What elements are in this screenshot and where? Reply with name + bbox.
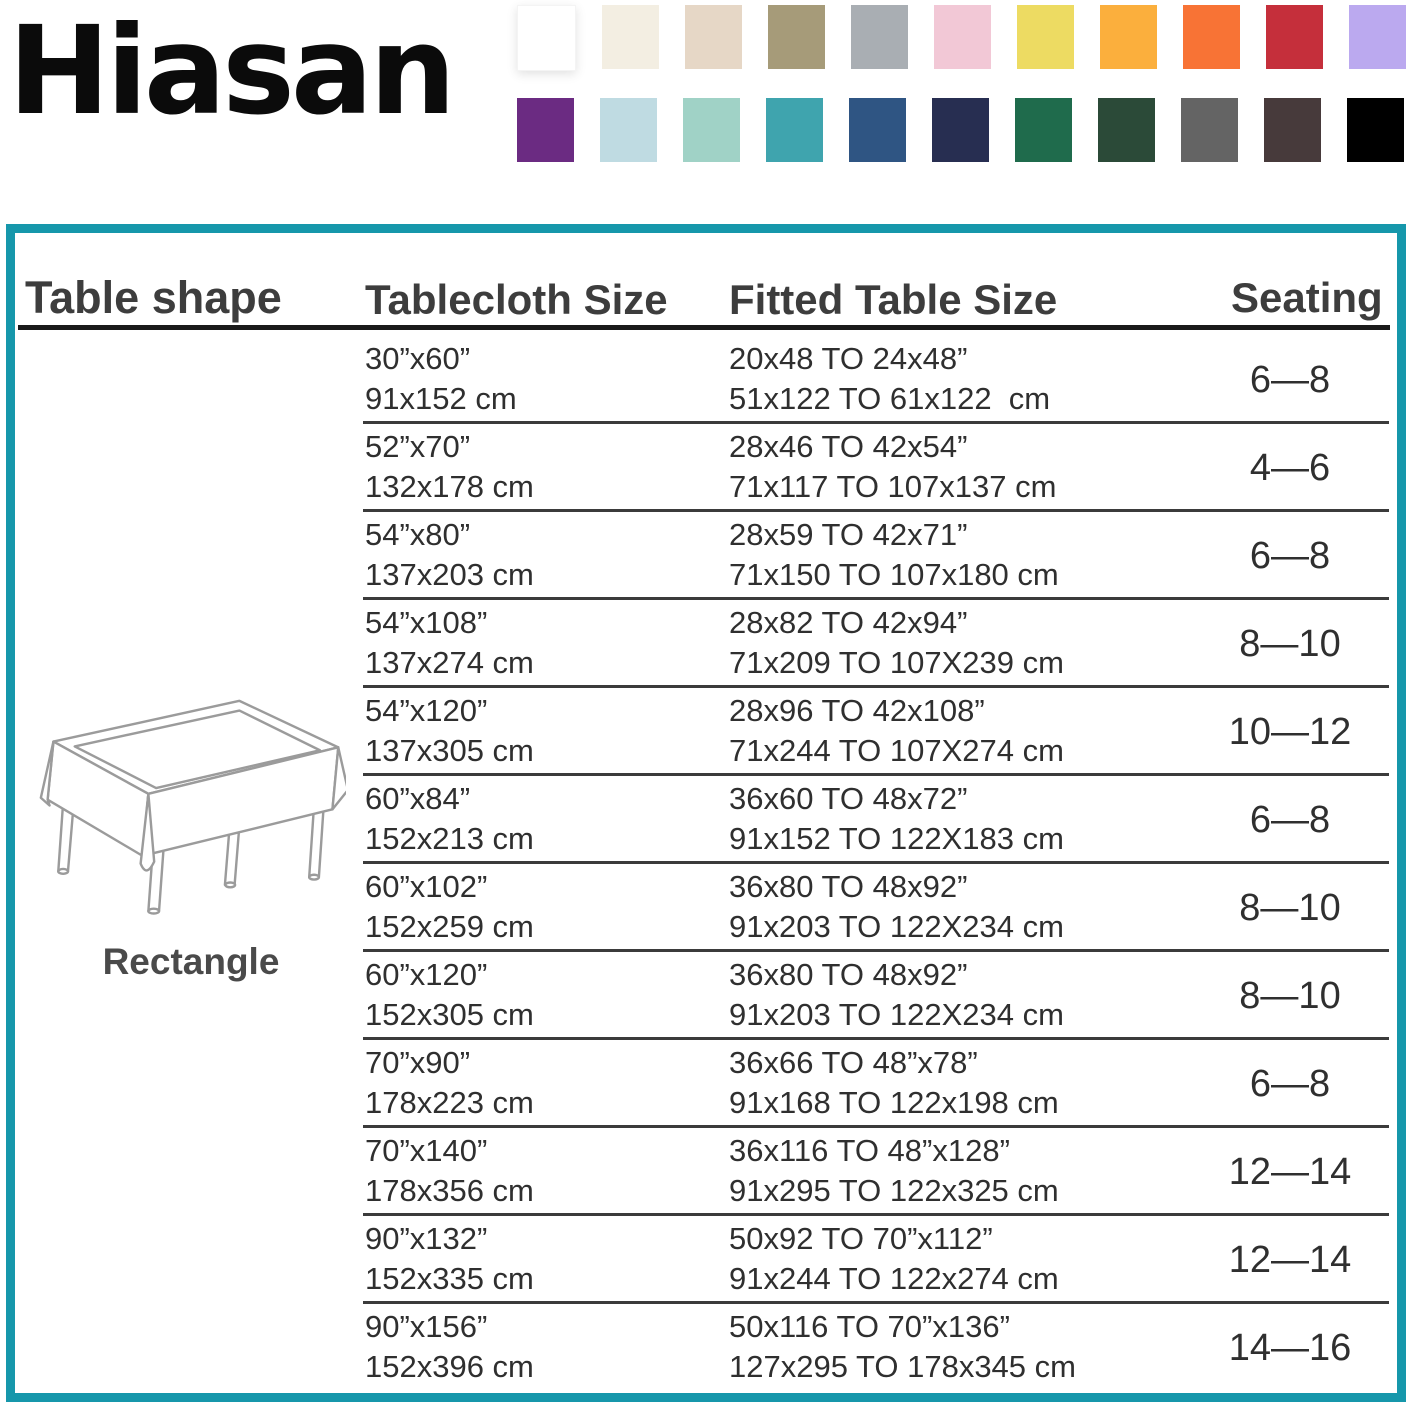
table-row	[15, 336, 1397, 424]
table-row	[15, 864, 1397, 952]
table-row	[15, 512, 1397, 600]
shape-label: Rectangle	[102, 941, 280, 982]
color-swatch	[685, 5, 742, 69]
fitted-table-size-cell	[729, 955, 1064, 1035]
seating-cell: 6—8	[1249, 358, 1331, 401]
fitted-table-size-cell	[729, 603, 1064, 683]
color-swatch	[600, 98, 657, 162]
tablecloth-size-cm: 137x274 cm	[365, 645, 534, 680]
fitted-table-size-cell	[729, 691, 1064, 771]
tablecloth-size-cm: 137x305 cm	[365, 733, 534, 768]
column-header-table-shape: Table shape	[25, 272, 282, 323]
tablecloth-size-cm: 152x259 cm	[365, 909, 534, 944]
table-row	[15, 424, 1397, 512]
color-swatch	[602, 5, 659, 69]
color-swatch	[683, 98, 740, 162]
table-row	[15, 776, 1397, 864]
color-swatch	[766, 98, 823, 162]
tablecloth-size-cm: 132x178 cm	[365, 469, 534, 504]
swatch-row-1	[517, 5, 1406, 71]
fitted-size-inches: 36x80 TO 48x92”	[729, 869, 968, 904]
seating-cell: 12—14	[1228, 1238, 1352, 1281]
fitted-table-size-cell	[729, 339, 1050, 419]
tablecloth-size-inches: 70”x140”	[365, 1133, 488, 1168]
fitted-size-inches: 20x48 TO 24x48”	[729, 341, 968, 376]
table-row	[15, 688, 1397, 776]
fitted-table-size-cell	[729, 427, 1056, 507]
tablecloth-size-cell	[365, 1219, 534, 1299]
fitted-size-cm: 91x203 TO 122X234 cm	[729, 997, 1064, 1032]
fitted-size-inches: 28x82 TO 42x94”	[729, 605, 968, 640]
seating-cell: 4—6	[1249, 446, 1331, 489]
size-chart-card	[6, 224, 1406, 1402]
color-swatch	[1183, 5, 1240, 69]
tablecloth-size-cell	[365, 867, 534, 947]
tablecloth-size-cm: 178x356 cm	[365, 1173, 534, 1208]
column-header-seating: Seating	[1231, 274, 1383, 321]
swatch-row-2	[517, 98, 1406, 162]
fitted-size-inches: 36x66 TO 48”x78”	[729, 1045, 978, 1080]
color-swatch	[934, 5, 991, 69]
fitted-table-size-cell	[729, 867, 1064, 947]
color-swatch	[1347, 98, 1404, 162]
tablecloth-size-inches: 54”x120”	[365, 693, 488, 728]
color-swatch	[1017, 5, 1074, 69]
tablecloth-size-inches: 54”x108”	[365, 605, 488, 640]
seating-cell: 6—8	[1249, 534, 1331, 577]
tablecloth-size-inches: 60”x120”	[365, 957, 488, 992]
tablecloth-size-cell	[365, 515, 534, 595]
fitted-size-cm: 91x152 TO 122X183 cm	[729, 821, 1064, 856]
seating-cell: 6—8	[1249, 798, 1331, 841]
column-header-fitted-table-size: Fitted Table Size	[729, 276, 1058, 323]
fitted-size-inches: 36x80 TO 48x92”	[729, 957, 968, 992]
tablecloth-size-inches: 54”x80”	[365, 517, 471, 552]
fitted-size-cm: 71x209 TO 107X239 cm	[729, 645, 1064, 680]
tablecloth-size-inches: 90”x156”	[365, 1309, 488, 1344]
tablecloth-size-cell	[365, 955, 534, 1035]
table-row	[15, 952, 1397, 1040]
tablecloth-size-cell	[365, 427, 534, 507]
brand-logo: Hiasan	[8, 0, 453, 142]
tablecloth-size-cell	[365, 603, 534, 683]
seating-cell: 8—10	[1239, 622, 1341, 665]
fitted-size-cm: 71x150 TO 107x180 cm	[729, 557, 1059, 592]
tablecloth-size-cm: 91x152 cm	[365, 381, 517, 416]
column-header-tablecloth-size: Tablecloth Size	[365, 276, 668, 323]
fitted-table-size-cell	[729, 1131, 1059, 1211]
fitted-table-size-cell	[729, 515, 1059, 595]
color-swatch	[1266, 5, 1323, 69]
fitted-size-inches: 28x59 TO 42x71”	[729, 517, 968, 552]
color-swatch	[517, 98, 574, 162]
tablecloth-size-cm: 178x223 cm	[365, 1085, 534, 1120]
fitted-size-cm: 91x295 TO 122x325 cm	[729, 1173, 1059, 1208]
fitted-size-cm: 71x244 TO 107X274 cm	[729, 733, 1064, 768]
tablecloth-size-inches: 90”x132”	[365, 1221, 488, 1256]
color-swatch	[1098, 98, 1155, 162]
size-table-body	[15, 336, 1397, 1392]
tablecloth-size-cm: 152x213 cm	[365, 821, 534, 856]
color-swatch	[1100, 5, 1157, 69]
seating-cell: 6—8	[1249, 1062, 1331, 1105]
fitted-table-size-cell	[729, 1043, 1059, 1123]
fitted-size-cm: 91x203 TO 122X234 cm	[729, 909, 1064, 944]
fitted-table-size-cell	[729, 1219, 1059, 1299]
tablecloth-size-cell	[365, 1307, 534, 1387]
color-swatch	[1264, 98, 1321, 162]
color-swatch	[851, 5, 908, 69]
tablecloth-size-inches: 70”x90”	[365, 1045, 471, 1080]
fitted-size-inches: 28x46 TO 42x54”	[729, 429, 968, 464]
tablecloth-size-cell	[365, 691, 534, 771]
color-swatch	[1349, 5, 1406, 69]
fitted-size-cm: 71x117 TO 107x137 cm	[729, 469, 1057, 504]
fitted-size-cm: 91x168 TO 122x198 cm	[729, 1085, 1059, 1120]
table-row	[15, 1304, 1397, 1392]
tablecloth-size-cell	[365, 779, 534, 859]
tablecloth-size-inches: 52”x70”	[365, 429, 471, 464]
table-row	[15, 1216, 1397, 1304]
fitted-size-inches: 36x116 TO 48”x128”	[729, 1133, 1010, 1168]
table-row	[15, 1128, 1397, 1216]
seating-cell: 8—10	[1239, 974, 1341, 1017]
fitted-table-size-cell	[729, 1307, 1076, 1387]
fitted-size-inches: 36x60 TO 48x72”	[729, 781, 968, 816]
color-swatch	[768, 5, 825, 69]
table-row	[15, 1040, 1397, 1128]
tablecloth-size-cell	[365, 339, 517, 419]
fitted-size-cm: 51x122 TO 61x122 cm	[729, 381, 1051, 416]
fitted-size-inches: 28x96 TO 42x108”	[729, 693, 985, 728]
fitted-size-cm: 127x295 TO 178x345 cm	[729, 1349, 1076, 1384]
fitted-size-cm: 91x244 TO 122x274 cm	[729, 1261, 1059, 1296]
tablecloth-size-inches: 30”x60”	[365, 341, 471, 376]
color-swatch	[517, 5, 576, 71]
seating-cell: 14—16	[1228, 1326, 1352, 1369]
tablecloth-size-inches: 60”x102”	[365, 869, 488, 904]
color-swatch	[932, 98, 989, 162]
tablecloth-size-cm: 152x396 cm	[365, 1349, 534, 1384]
color-swatch	[849, 98, 906, 162]
fitted-table-size-cell	[729, 779, 1064, 859]
fitted-size-inches: 50x92 TO 70”x112”	[729, 1221, 993, 1256]
tablecloth-size-cm: 152x335 cm	[365, 1261, 534, 1296]
tablecloth-size-cm: 152x305 cm	[365, 997, 534, 1032]
tablecloth-size-cell	[365, 1131, 534, 1211]
tablecloth-size-cm: 137x203 cm	[365, 557, 534, 592]
color-swatch	[1181, 98, 1238, 162]
table-row	[15, 600, 1397, 688]
color-swatch	[1015, 98, 1072, 162]
seating-cell: 8—10	[1239, 886, 1341, 929]
tablecloth-size-cell	[365, 1043, 534, 1123]
header-divider	[18, 325, 1390, 330]
fitted-size-inches: 50x116 TO 70”x136”	[729, 1309, 1010, 1344]
seating-cell: 10—12	[1228, 710, 1352, 753]
color-swatch-grid	[517, 5, 1406, 162]
tablecloth-size-inches: 60”x84”	[365, 781, 471, 816]
seating-cell: 12—14	[1228, 1150, 1352, 1193]
